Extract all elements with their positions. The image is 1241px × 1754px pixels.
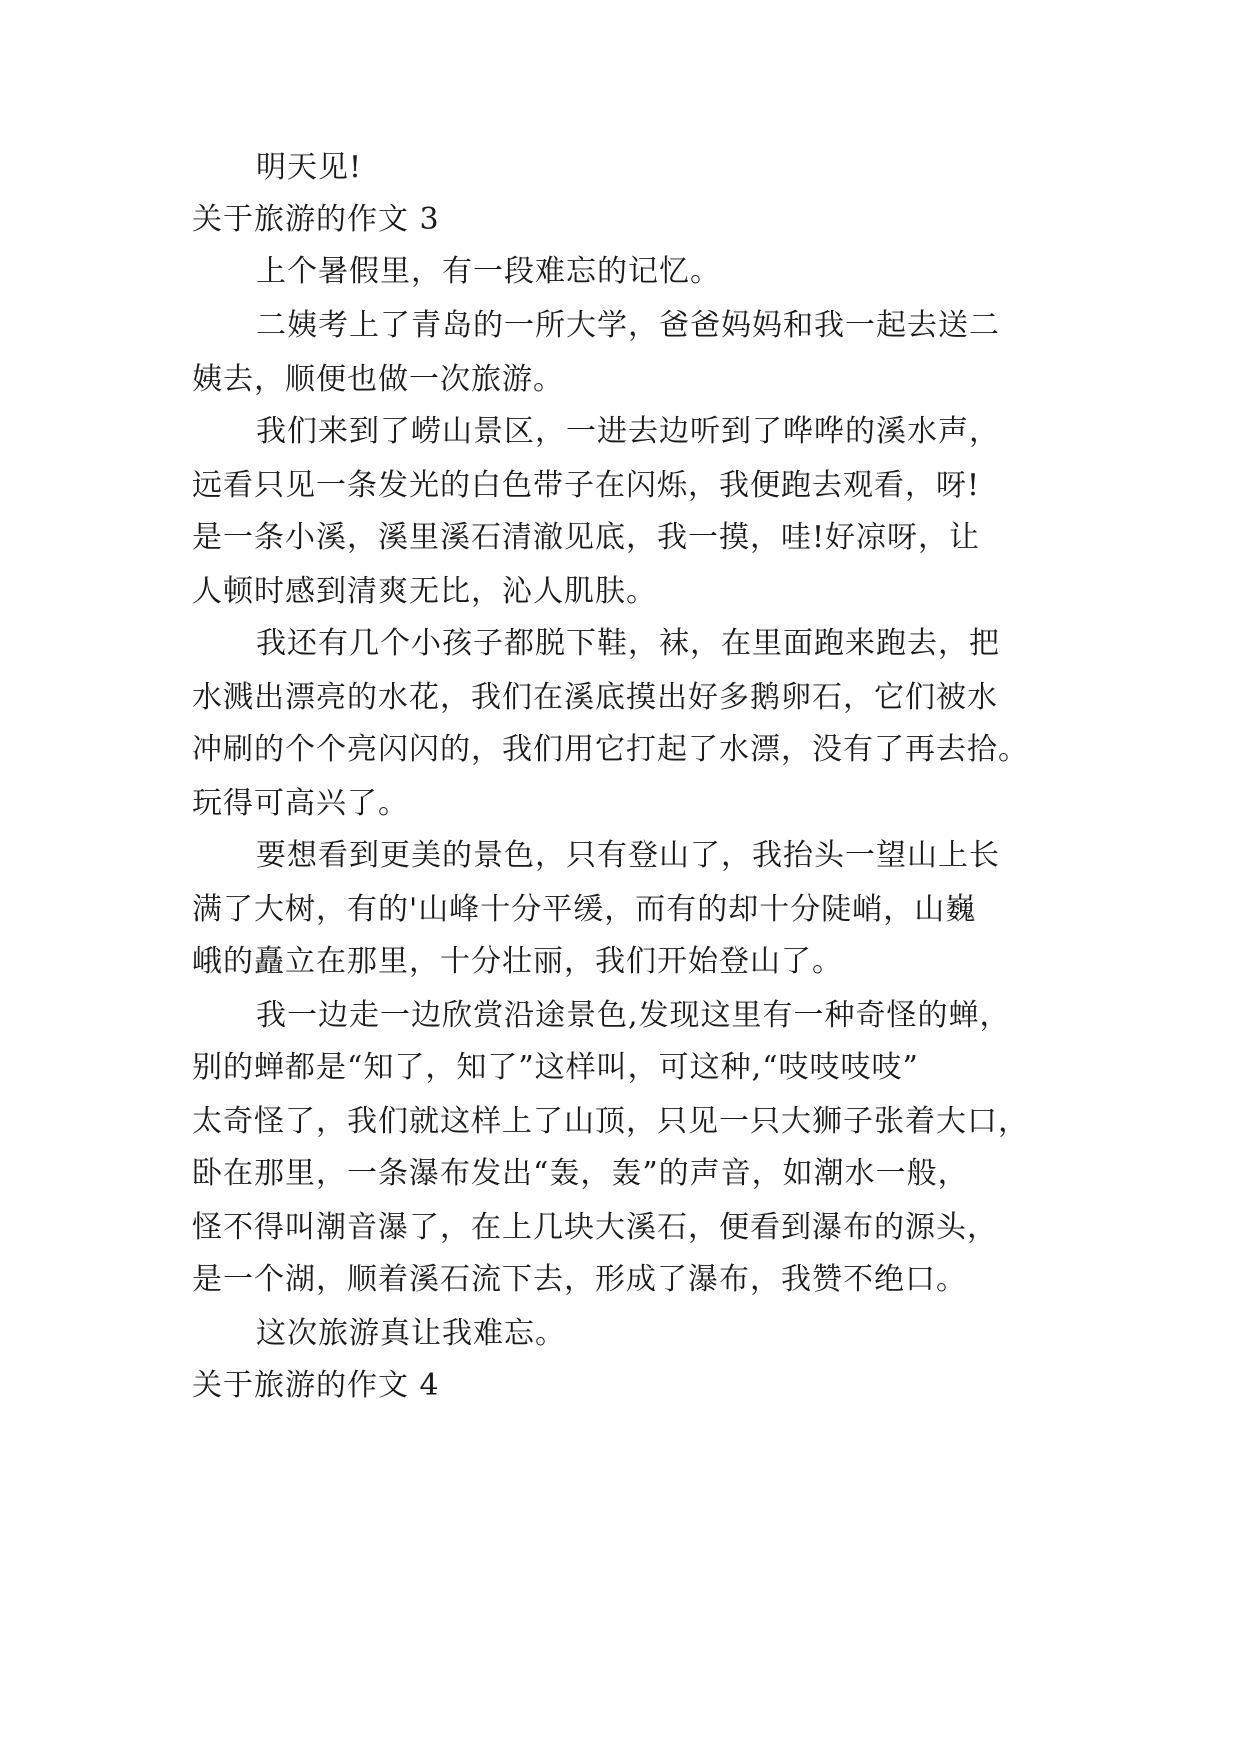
paragraph-line: 二姨考上了青岛的一所大学，爸爸妈妈和我一起去送二 — [256, 308, 1000, 343]
paragraph-line: 水溅出漂亮的水花，我们在溪底摸出好多鹅卵石，它们被水 — [192, 680, 998, 715]
section-heading: 关于旅游的作文 3 — [192, 202, 440, 237]
paragraph-line: 满了大树，有的'山峰十分平缓，而有的却十分陡峭，山巍 — [192, 892, 977, 927]
paragraph-line: 峨的矗立在那里，十分壮丽，我们开始登山了。 — [192, 944, 843, 979]
paragraph-line: 远看只见一条发光的白色带子在闪烁，我便跑去观看，呀! — [192, 468, 981, 503]
paragraph-line: 我一边走一边欣赏沿途景色,发现这里有一种奇怪的蝉， — [256, 998, 1011, 1033]
paragraph-line: 别的蝉都是“知了，知了”这样叫，可这种,“吱吱吱吱” — [192, 1050, 919, 1085]
paragraph-line: 姨去，顺便也做一次旅游。 — [192, 362, 564, 397]
paragraph-line: 人顿时感到清爽无比，沁人肌肤。 — [192, 574, 657, 609]
paragraph-line: 是一个湖，顺着溪石流下去，形成了瀑布，我赞不绝口。 — [192, 1262, 967, 1297]
paragraph-line: 卧在那里，一条瀑布发出“轰，轰”的声音，如潮水一般， — [192, 1156, 969, 1191]
paragraph-line: 这次旅游真让我难忘。 — [256, 1316, 566, 1351]
paragraph-line: 我还有几个小孩子都脱下鞋，袜，在里面跑来跑去，把 — [256, 626, 1000, 661]
paragraph-line: 太奇怪了，我们就这样上了山顶，只见一只大狮子张着大口， — [192, 1104, 1029, 1139]
paragraph-line: 怪不得叫潮音瀑了，在上几块大溪石，便看到瀑布的源头， — [192, 1210, 998, 1245]
section-heading: 关于旅游的作文 4 — [192, 1368, 440, 1403]
paragraph-line: 要想看到更美的景色，只有登山了，我抬头一望山上长 — [256, 838, 1000, 873]
paragraph-line: 我们来到了崂山景区，一进去边听到了哗哗的溪水声， — [256, 414, 1000, 449]
paragraph-line: 冲刷的个个亮闪闪的，我们用它打起了水漂，没有了再去拾。 — [192, 732, 1029, 767]
paragraph-line: 是一条小溪，溪里溪石清澈见底，我一摸，哇!好凉呀，让 — [192, 520, 981, 555]
paragraph-line: 上个暑假里，有一段难忘的记忆。 — [256, 254, 721, 289]
closing-line: 明天见! — [256, 150, 363, 185]
paragraph-line: 玩得可高兴了。 — [192, 786, 409, 821]
